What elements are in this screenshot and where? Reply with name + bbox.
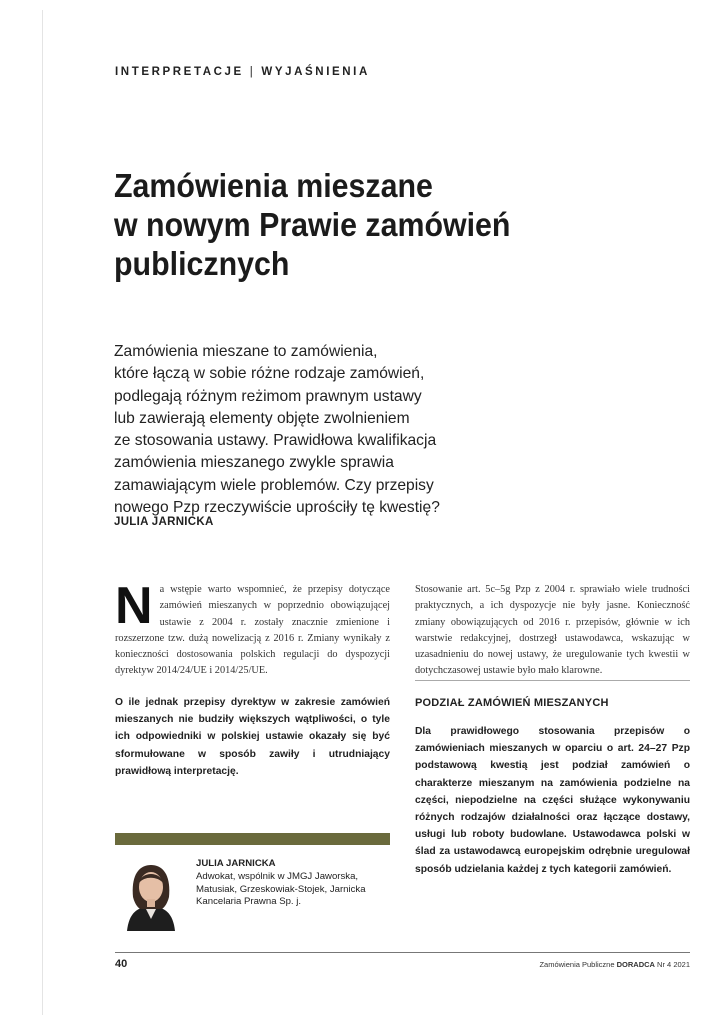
article-title (114, 166, 592, 283)
article-author: JULIA JARNICKA (114, 516, 214, 528)
article-lead (114, 341, 614, 519)
magazine-name: DORADCA (616, 960, 655, 969)
lead-line: zamawiającym wiele problemów. Czy przepisy (114, 476, 434, 494)
intro-paragraph (115, 577, 390, 680)
title-line: publicznych (114, 245, 290, 282)
section-name: INTERPRETACJE (115, 66, 244, 78)
subheading: PODZIAŁ ZAMÓWIEŃ MIESZANYCH (415, 697, 609, 709)
magazine-issue: Nr 4 (657, 960, 672, 969)
section-separator: | (249, 66, 256, 78)
magazine-footer (539, 960, 690, 969)
bio-text: Adwokat, wspólnik w JMGJ Jaworska, Matusiak, Grzeskowiak-Stojek, Jarnicka Kancelaria Prawna Sp. j. (196, 870, 366, 908)
subheading-rule (415, 680, 690, 681)
lead-line: zamówienia mieszanego zwykle sprawia (114, 454, 394, 472)
bio-name: JULIA JARNICKA (196, 858, 276, 869)
intro-text: a wstępie warto wspomnieć, że przepisy dotyczące zamówień mieszanych w poprzednio obowiązującej ustawie z 2004 r. zostały znacznie zmienione i rozszerzone tzw. dużą nowelizacją z 2016 r. Zmiany wynikały z konieczności dostosowania polskich regulacji do dyspozycji dyrektyw 2014/24/UE i 2014/25/UE. (115, 584, 390, 677)
lead-line: nowego Pzp rzeczywiście uprościły tę kwestię? (114, 499, 440, 517)
title-line: w nowym Prawie zamówień (114, 206, 511, 243)
subsection-name: WYJAŚNIENIA (261, 66, 370, 78)
lead-line: podlegają różnym reżimom prawnym ustawy (114, 387, 422, 405)
lead-line: Zamówienia mieszane to zamówienia, (114, 343, 378, 360)
author-bio (196, 858, 392, 909)
footer-rule (115, 952, 690, 953)
magazine-prefix: Zamówienia Publiczne (539, 960, 615, 969)
bio-rule-bar (115, 833, 390, 845)
dropcap: N (115, 577, 153, 635)
right-bold-paragraph: Dla prawidłowego stosowania przepisów o zamówieniach mieszanych w oparciu o art. 24–27 Pzp podstawową kwestią jest podział zamówień o charakterze mieszanym na zamówienia podzielne na części, niepodzielne na części służące wykonywaniu różnych rodzajów działalności oraz łączące dostawy, usługi lub roboty budowlane. Ustawodawca polski w ślad za ustawodawcą europejskim odrębnie uregulował sposób udzielania każdej z tych kategorii zamówień. (415, 726, 690, 875)
author-photo (115, 857, 187, 931)
magazine-year: 2021 (673, 960, 690, 969)
author-portrait-icon (115, 857, 187, 931)
section-label (115, 66, 370, 78)
lead-line: które łączą w sobie różne rodzaje zamówień, (114, 365, 425, 383)
page-number: 40 (115, 958, 128, 970)
bold-paragraph: O ile jednak przepisy dyrektyw w zakresie zamówień mieszanych nie budziły większych wątpliwości, o tyle ich odpowiedniki w polskiej ustawie okazały się być sformułowane w sposób zawiły i utrudniający prawidłową interpretację. (115, 697, 390, 777)
right-paragraph: Stosowanie art. 5c–5g Pzp z 2004 r. sprawiało wiele trudności praktycznych, a ich dyspozycje nie były jasne. Konieczność zmiany obowiązujących od 2016 r. przepisów, głównie w ich warstwie redakcyjnej, dostrzegł ustawodawca, wskazując w uzasadnieniu do nowej ustawy, że uregulowanie tych kwestii w dotychczasowej ustawie było mało klarowne. (415, 584, 690, 677)
lead-line: ze stosowania ustawy. Prawidłowa kwalifikacja (114, 432, 437, 450)
lead-line: lub zawierają elementy objęte zwolnieniem (114, 409, 410, 427)
title-line: Zamówienia mieszane (114, 167, 433, 204)
